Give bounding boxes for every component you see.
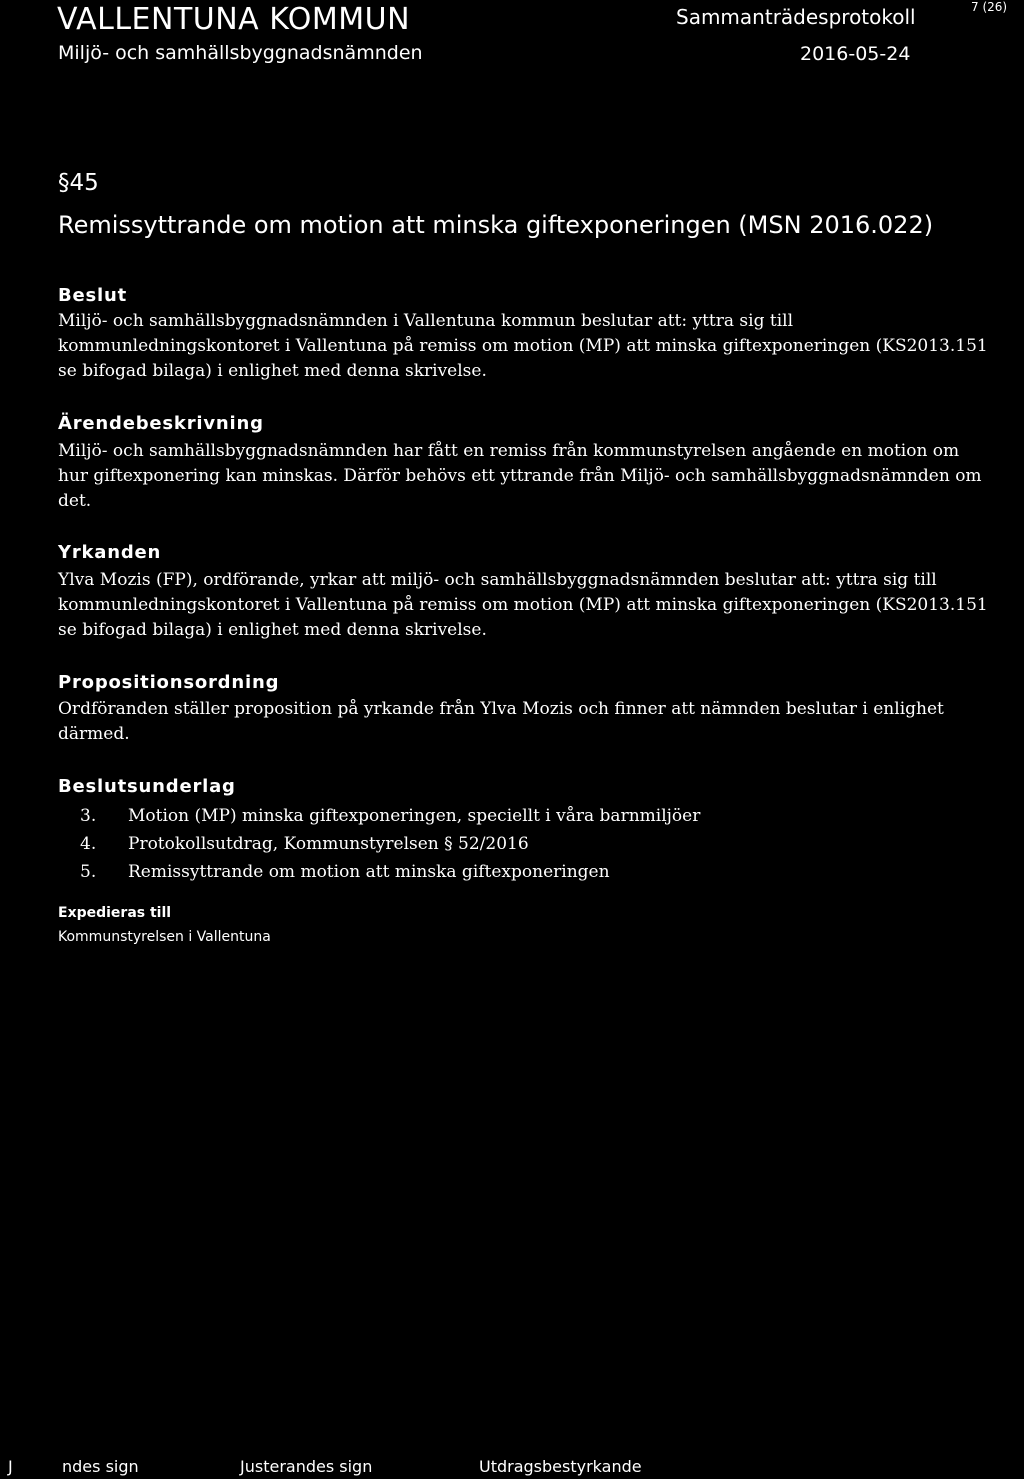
expedieras-text: Kommunstyrelsen i Vallentuna <box>58 929 271 945</box>
arendebeskrivning-heading: Ärendebeskrivning <box>58 413 264 434</box>
section-number: §45 <box>58 170 99 196</box>
document-date: 2016-05-24 <box>800 43 911 65</box>
page-number: 7 (26) <box>971 0 1008 14</box>
footer-mark: J <box>8 1457 13 1476</box>
yrkanden-heading: Yrkanden <box>58 542 162 563</box>
beslutsunderlag-list <box>80 802 700 886</box>
footer-signature-label: ndes sign <box>62 1457 139 1476</box>
list-item-text: Motion (MP) minska giftexponeringen, speciellt i våra barnmiljöer <box>128 806 701 826</box>
list-item <box>80 858 700 886</box>
footer-signature-label: Utdragsbestyrkande <box>479 1457 642 1476</box>
list-item-number: 3. <box>80 806 97 826</box>
arendebeskrivning-text: Miljö- och samhällsbyggnadsnämnden har fått en remiss från kommunstyrelsen angående en motion om hur giftexponering kan minskas. Därför behövs ett yttrande från Miljö- och samhällsbyggnadsnämnden om det. <box>58 441 982 511</box>
beslut-heading: Beslut <box>58 285 128 306</box>
footer-signature-label: Justerandes sign <box>240 1457 373 1476</box>
list-item-number: 5. <box>80 862 97 882</box>
list-item <box>80 830 700 858</box>
beslut-text: Miljö- och samhällsbyggnadsnämnden i Vallentuna kommun beslutar att: yttra sig till kommunledningskontoret i Vallentuna på remiss om motion (MP) att minska giftexponeringen (KS2013.151 se bifogad bilaga) i enlighet med denna skrivelse. <box>58 311 988 381</box>
board-name: Miljö- och samhällsbyggnadsnämnden <box>58 42 423 64</box>
organization-name: VALLENTUNA KOMMUN <box>57 2 411 37</box>
list-item-text: Protokollsutdrag, Kommunstyrelsen § 52/2016 <box>128 834 529 854</box>
document-type: Sammanträdesprotokoll <box>676 5 916 29</box>
propositionsordning-heading: Propositionsordning <box>58 672 280 693</box>
beslutsunderlag-heading: Beslutsunderlag <box>58 776 236 797</box>
list-item-number: 4. <box>80 834 97 854</box>
expedieras-heading: Expedieras till <box>58 905 172 921</box>
section-title: Remissyttrande om motion att minska giftexponeringen (MSN 2016.022) <box>58 211 934 239</box>
list-item-text: Remissyttrande om motion att minska giftexponeringen <box>128 862 610 882</box>
yrkanden-text: Ylva Mozis (FP), ordförande, yrkar att miljö- och samhällsbyggnadsnämnden beslutar att: yttra sig till kommunledningskontoret i Vallentuna på remiss om motion (MP) att minska giftexponeringen (KS2013.151 se bifogad bilaga) i enlighet med denna skrivelse. <box>58 570 988 640</box>
list-item <box>80 802 700 830</box>
propositionsordning-text: Ordföranden ställer proposition på yrkande från Ylva Mozis och finner att nämnden beslutar i enlighet därmed. <box>58 699 944 744</box>
